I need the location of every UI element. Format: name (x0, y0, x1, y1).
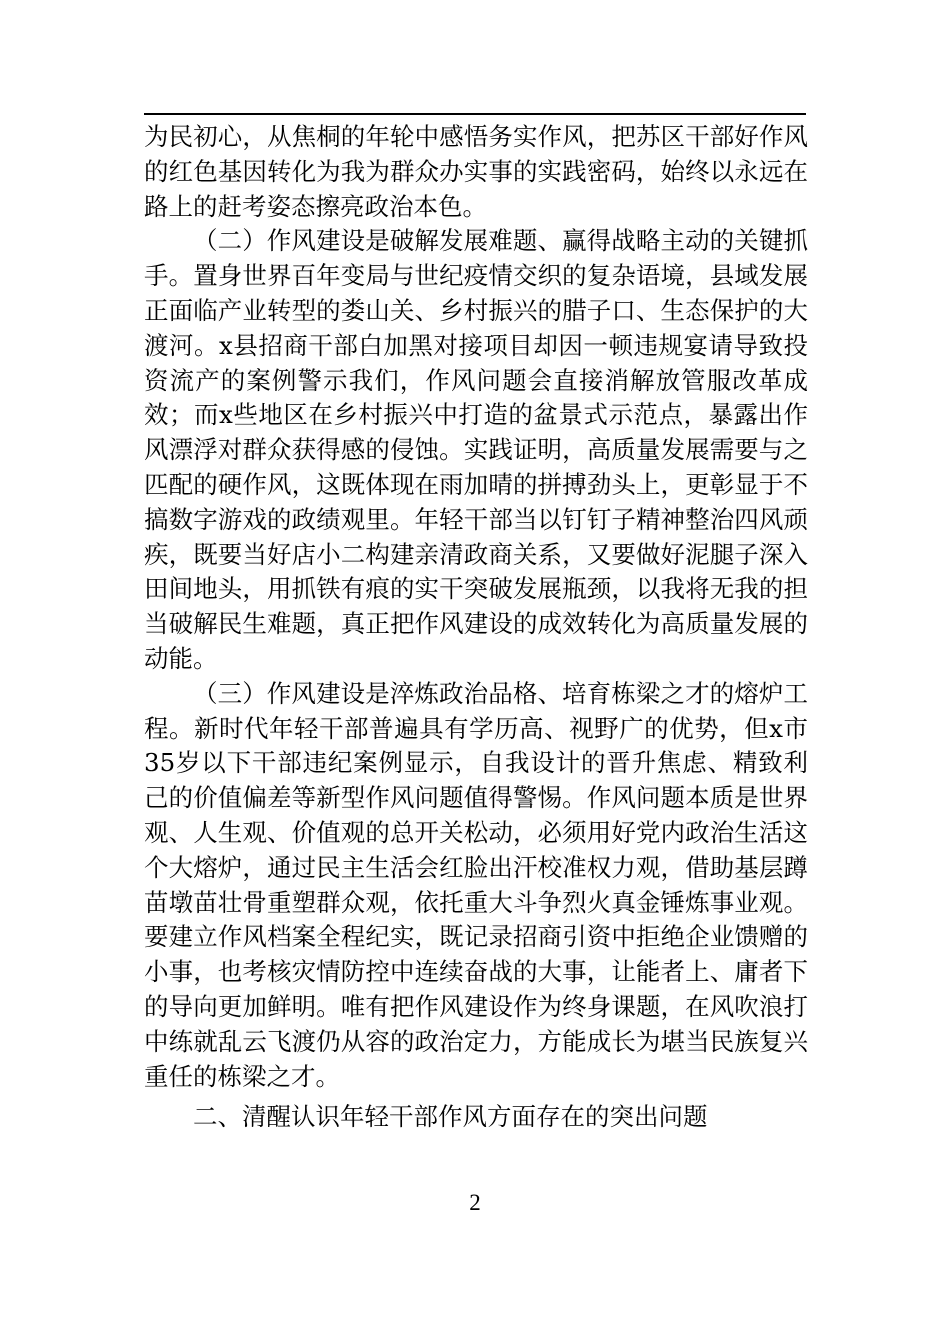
header-rule (144, 113, 806, 115)
paragraph-continuation: 为民初心，从焦桐的年轮中感悟务实作风，把苏区干部好作风的红色基因转化为我为群众办实事的实践密码，始终以永远在路上的赶考姿态擦亮政治本色。 (144, 122, 808, 221)
paragraph-section-three: （三）作风建设是淬炼政治品格、培育栋梁之才的熔炉工程。新时代年轻干部普遍具有学历高、视野广的优势，但x市35岁以下干部违纪案例显示，自我设计的晋升焦虑、精致利己的价值偏差等新型作风问题值得警惕。作风问题本质是世界观、人生观、价值观的总开关松动，必须用好党内政治生活这个大熔炉，通过民主生活会红脸出汗校准权力观，借助基层蹲苗墩苗壮骨重塑群众观，依托重大斗争烈火真金锤炼事业观。要建立作风档案全程纪实，既记录招商引资中拒绝企业馈赠的小事，也考核灾情防控中连续奋战的大事，让能者上、庸者下的导向更加鲜明。唯有把作风建设作为终身课题，在风吹浪打中练就乱云飞渡仍从容的政治定力，方能成长为堪当民族复兴重任的栋梁之才。 (144, 678, 808, 1091)
section-heading: 二、清醒认识年轻干部作风方面存在的突出问题 (193, 1102, 708, 1132)
page-number: 2 (469, 1190, 481, 1215)
document-body (144, 120, 808, 1135)
paragraph-section-two: （二）作风建设是破解发展难题、赢得战略主动的关键抓手。置身世界百年变局与世纪疫情交织的复杂语境，县域发展正面临产业转型的娄山关、乡村振兴的腊子口、生态保护的大渡河。x县招商干部白加黑对接项目却因一顿违规宴请导致投资流产的案例警示我们，作风问题会直接消解放管服改革成效；而x些地区在乡村振兴中打造的盆景式示范点，暴露出作风漂浮对群众获得感的侵蚀。实践证明，高质量发展需要与之匹配的硬作风，这既体现在雨加晴的拼搏劲头上，更彰显于不搞数字游戏的政绩观里。年轻干部当以钉钉子精神整治四风顽疾，既要当好店小二构建亲清政商关系，又要做好泥腿子深入田间地头，用抓铁有痕的实干突破发展瓶颈，以我将无我的担当破解民生难题，真正把作风建设的成效转化为高质量发展的动能。 (144, 226, 808, 673)
